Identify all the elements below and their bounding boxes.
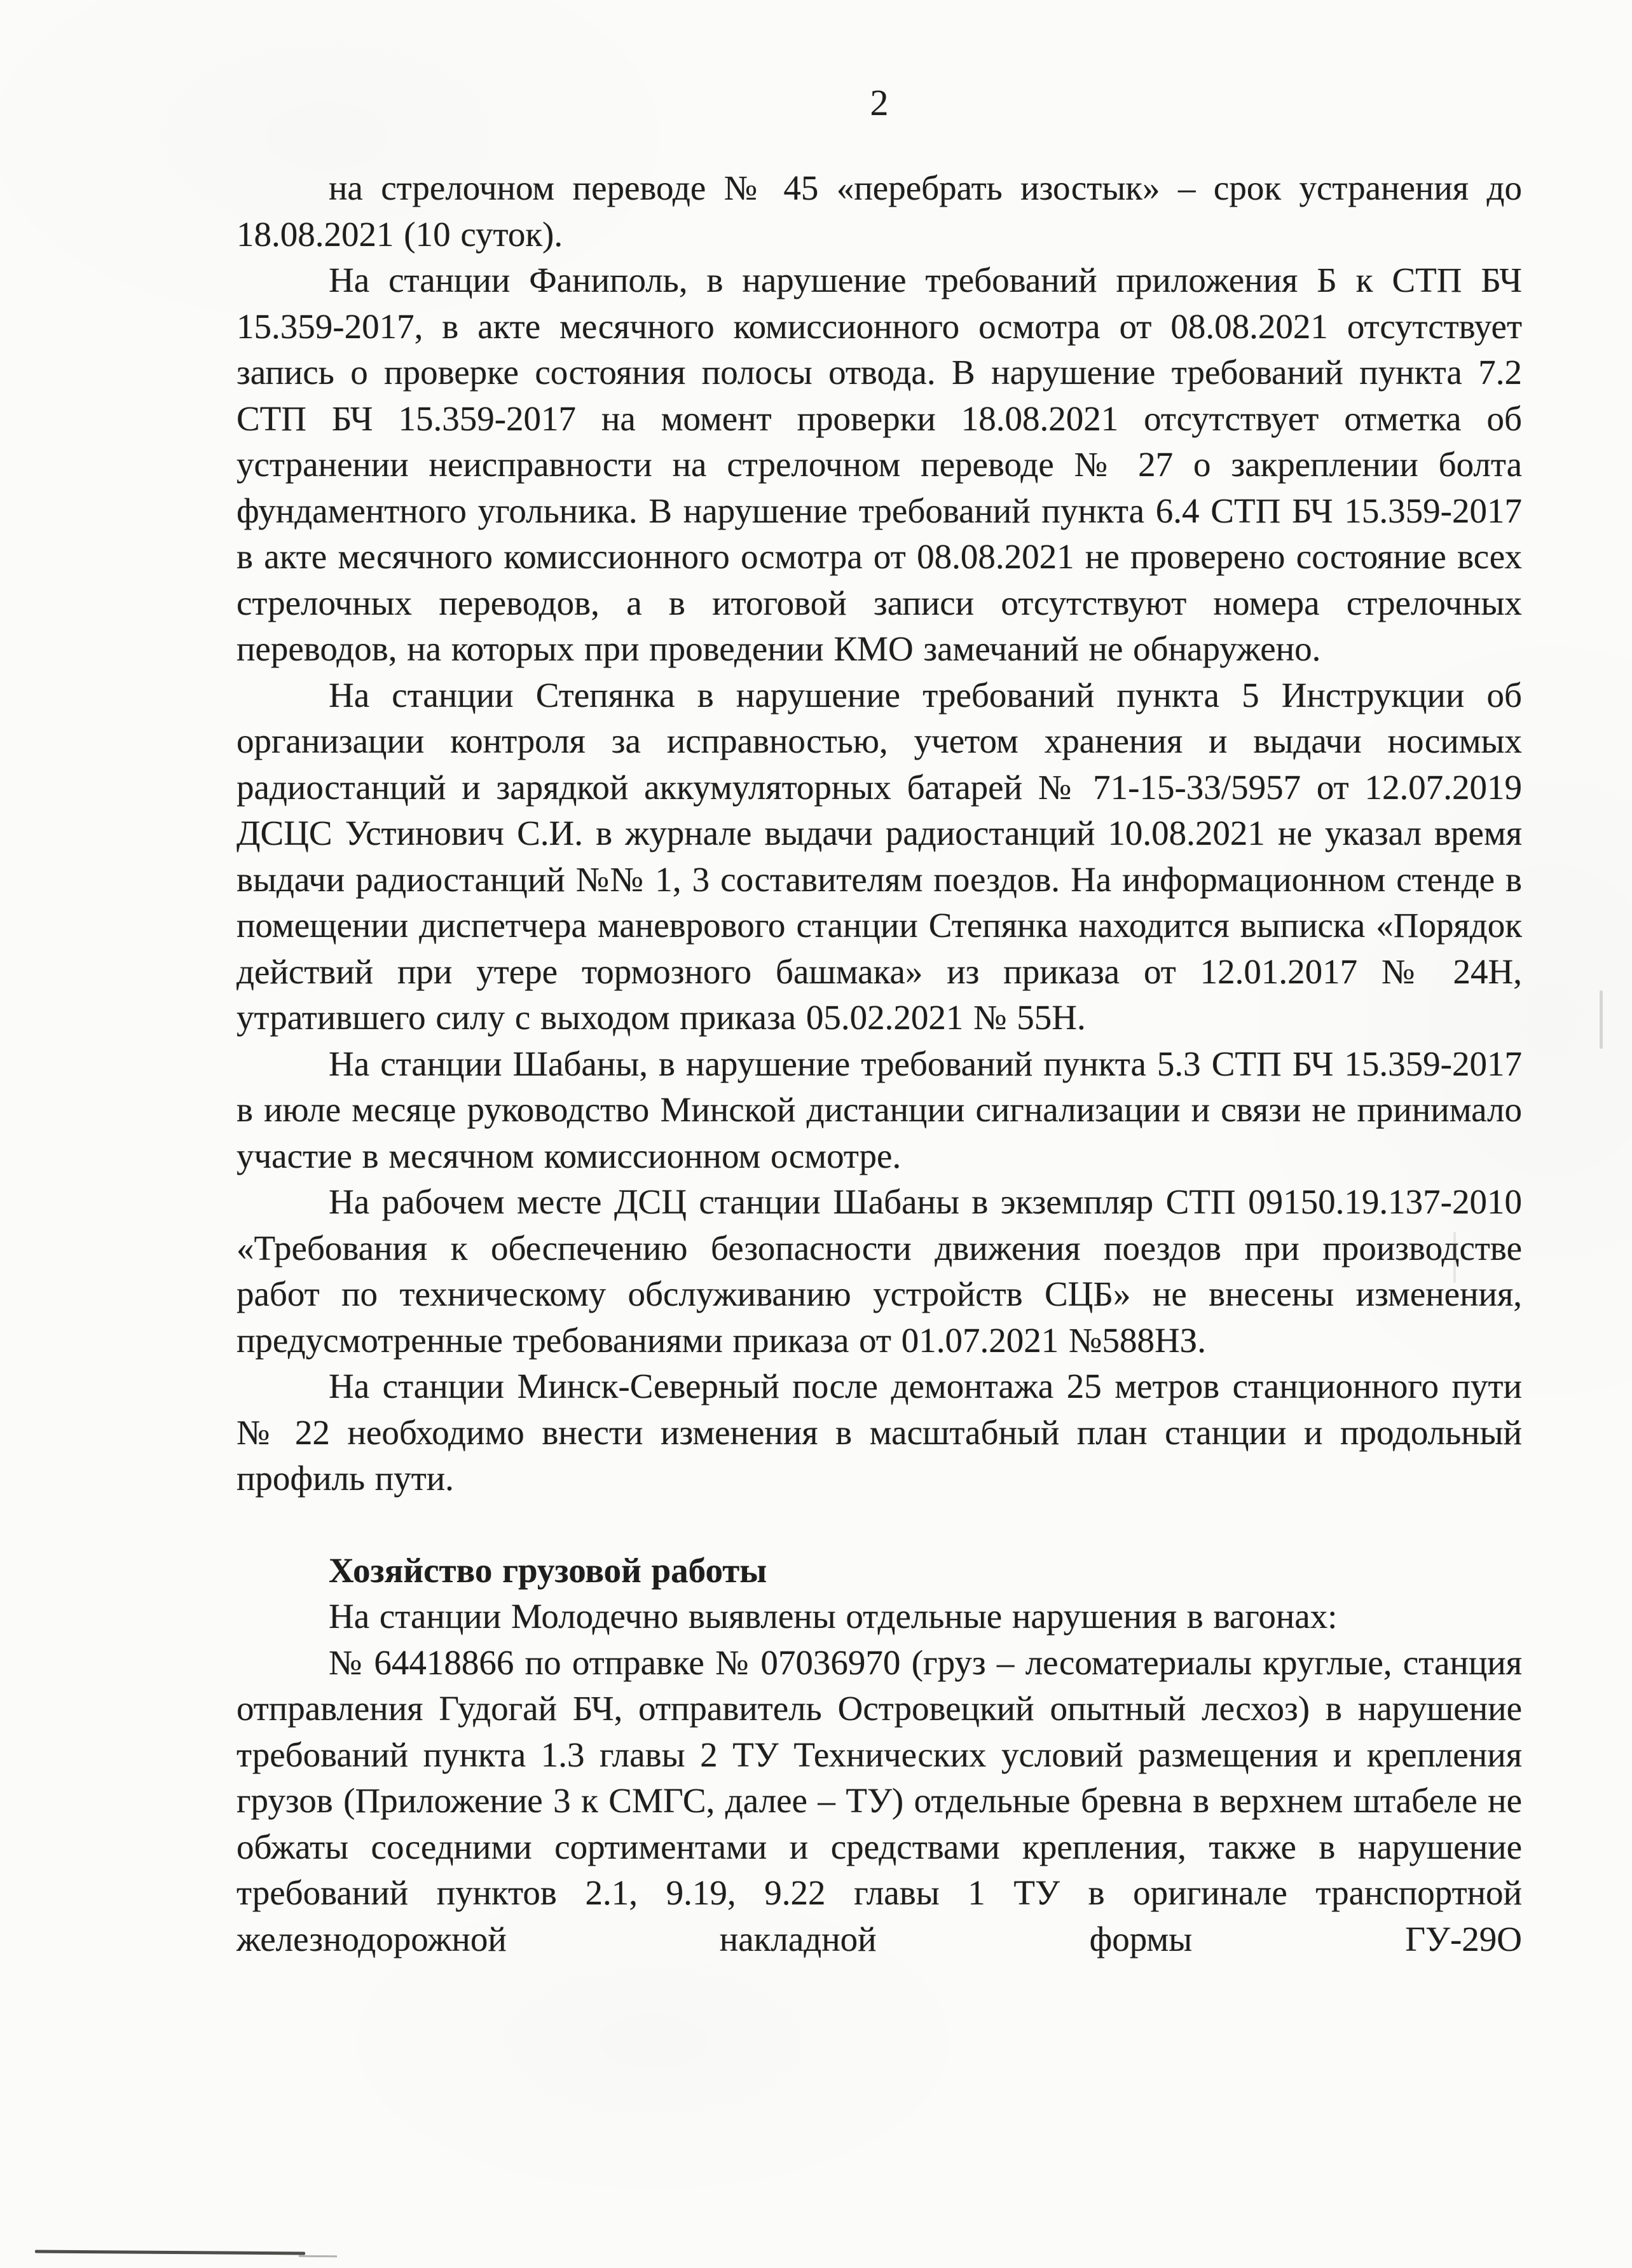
paragraph-molodechno: На станции Молодечно выявлены отдельные нарушения в вагонах: [329, 1597, 1338, 1636]
paragraph-wagon-64418866: № 64418866 по отправке № 07036970 (груз – лесоматериалы круглые, станция отправления Гудогай БЧ, отправитель Островецкий опытный лесхоз) в нарушение требований пункта 1.3 главы 2 ТУ Технических условий размещения и крепления грузов (Приложение 3 к СМГС, далее – ТУ) отдельные бревна в верхнем штабеле не обжаты соседними сортиментами и средствами крепления, также в нарушение требований пунктов 2.1, 9.19, 9.22 главы 1 ТУ в оригинале транспортной железнодорожной накладной формы ГУ-29О [237, 1643, 1522, 1958]
scan-artifact-bottom-line [35, 2250, 305, 2255]
scan-artifact-bottom-line-faint [299, 2255, 337, 2257]
section-heading-freight: Хозяйство грузовой работы [329, 1550, 767, 1590]
paragraph-stepyanka: На станции Степянка в нарушение требований пункта 5 Инструкции об организации контроля за исправностью, учетом хранения и выдачи носимых радиостанций и зарядкой аккумуляторных батарей № 71-15-33/5957 от 12.07.2019 ДСЦС Устинович С.И. в журнале выдачи радиостанций 10.08.2021 не указал время выдачи радиостанций №№ 1, 3 составителям поездов. На информационном стенде в помещении диспетчера маневрового станции Степянка находится выписка «Порядок действий при утере тормозного башмака» из приказа от 12.01.2017 № 24Н, утратившего силу с выходом приказа 05.02.2021 № 55Н. [237, 675, 1522, 1037]
scan-artifact-right-smudge-2 [1453, 1232, 1456, 1283]
paragraph-shabany: На станции Шабаны, в нарушение требований пункта 5.3 СТП БЧ 15.359-2017 в июле месяце руководство Минской дистанции сигнализации и связи не принимало участие в месячном комиссионном осмотре. [237, 1044, 1522, 1175]
paragraph-switch-45: на стрелочном переводе № 45 «перебрать изостык» – срок устранения до 18.08.2021 (10 суток). [237, 168, 1522, 254]
document-body [237, 165, 1522, 1962]
paragraph-fanipol: На станции Фаниполь, в нарушение требований приложения Б к СТП БЧ 15.359-2017, в акте месячного комиссионного осмотра от 08.08.2021 отсутствует запись о проверке состояния полосы отвода. В нарушение требований пункта 7.2 СТП БЧ 15.359-2017 на момент проверки 18.08.2021 отсутствует отметка об устранении неисправности на стрелочном переводе № 27 о закреплении болта фундаментного угольника. В нарушение требований пункта 6.4 СТП БЧ 15.359-2017 в акте месячного комиссионного осмотра от 08.08.2021 не проверено состояние всех стрелочных переводов, а в итоговой записи отсутствуют номера стрелочных переводов, на которых при проведении КМО замечаний не обнаружено. [237, 261, 1522, 668]
scan-artifact-right-smudge [1600, 990, 1603, 1049]
paragraph-minsk-severny: На станции Минск-Северный после демонтажа 25 метров станционного пути № 22 необходимо внести изменения в масштабный план станции и продольный профиль пути. [237, 1367, 1522, 1498]
page-number: 2 [870, 82, 889, 123]
paragraph-dsc-shabany: На рабочем месте ДСЦ станции Шабаны в экземпляр СТП 09150.19.137-2010 «Требования к обеспечению безопасности движения поездов при производстве работ по техническому обслуживанию устройств СЦБ» не внесены изменения, предусмотренные требованиями приказа от 01.07.2021 №588НЗ. [237, 1182, 1522, 1360]
